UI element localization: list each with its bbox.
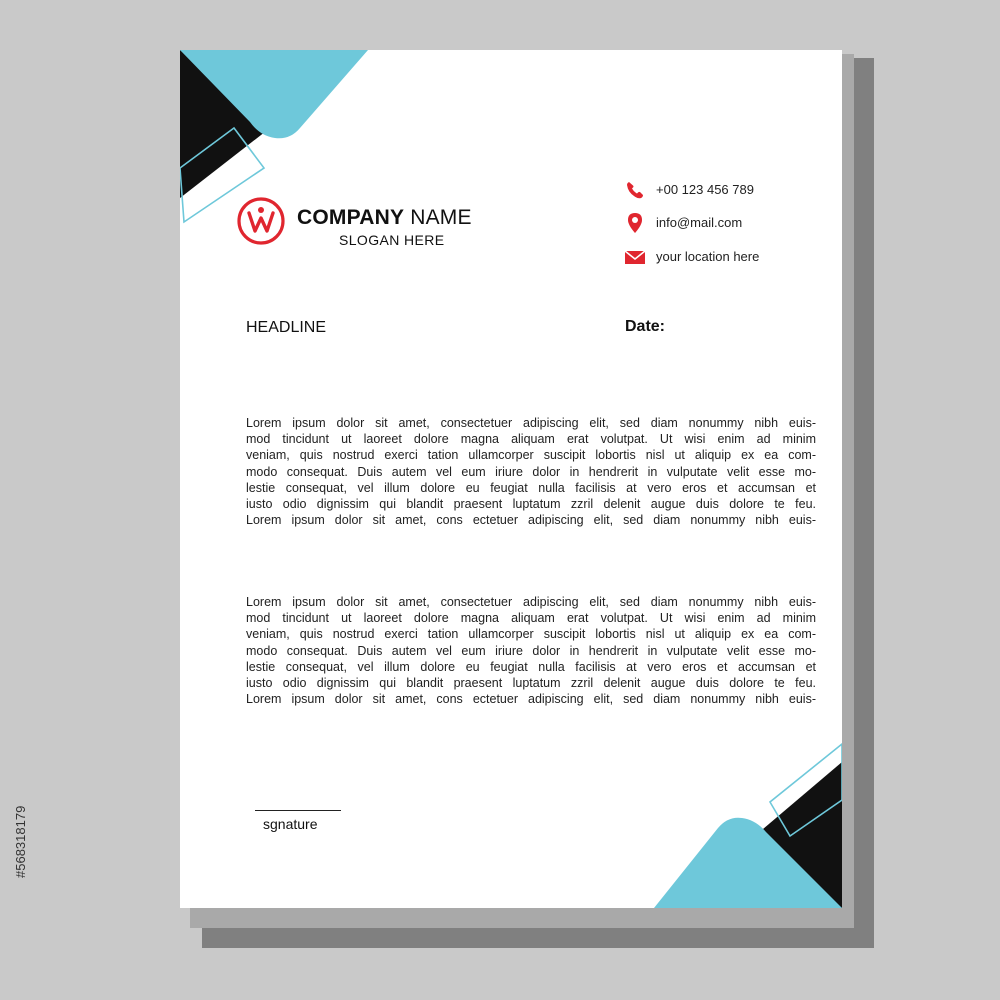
paragraph-line: lestie consequat, vel illum dolore eu feugiat nulla facilisis at vero eros et accumsan et bbox=[246, 659, 816, 674]
paragraph-line: veniam, quis nostrud exerci tation ullamcorper suscipit lobortis nisl ut aliquip ex ea com- bbox=[246, 448, 816, 463]
mail-icon bbox=[624, 246, 646, 268]
paragraph-line: Lorem ipsum dolor sit amet, cons ectetuer adipiscing elit, sed diam nonummy nibh euis- bbox=[246, 692, 816, 707]
paragraph-line: veniam, quis nostrud exerci tation ullamcorper suscipit lobortis nisl ut aliquip ex ea com- bbox=[246, 627, 816, 642]
stock-id-label bbox=[10, 768, 30, 878]
stock-id-text: #568318179 bbox=[13, 805, 28, 878]
paragraph-line: modo consequat. Duis autem vel eum iriure dolor in hendrerit in vulputate velit esse mo- bbox=[246, 464, 816, 479]
paragraph-line: Lorem ipsum dolor sit amet, consectetuer adipiscing elit, sed diam nonummy nibh euis- bbox=[246, 595, 816, 609]
signature-line bbox=[255, 810, 341, 811]
paragraph-line: Lorem ipsum dolor sit amet, cons ectetuer adipiscing elit, sed diam nonummy nibh euis- bbox=[246, 513, 816, 528]
signature-label: sgnature bbox=[263, 816, 318, 832]
contact-email bbox=[624, 212, 834, 234]
paragraph-line: mod tincidunt ut laoreet dolore magna aliquam erat volutpat. Ut wisi enim ad minim bbox=[246, 432, 816, 447]
contact-phone bbox=[624, 179, 834, 201]
paragraph-line: mod tincidunt ut laoreet dolore magna aliquam erat volutpat. Ut wisi enim ad minim bbox=[246, 611, 816, 626]
w-circle-logo-icon bbox=[236, 196, 286, 246]
company-name bbox=[297, 206, 472, 230]
location-pin-icon bbox=[624, 212, 646, 234]
company-name-regular: NAME bbox=[410, 206, 472, 229]
company-name-bold: COMPANY bbox=[297, 206, 405, 229]
paragraph-line: Lorem ipsum dolor sit amet, consectetuer adipiscing elit, sed diam nonummy nibh euis- bbox=[246, 416, 816, 430]
contact-phone-text: +00 123 456 789 bbox=[656, 182, 754, 197]
contact-location-text: your location here bbox=[656, 249, 760, 264]
headline: HEADLINE bbox=[246, 319, 327, 336]
body-paragraph-2 bbox=[246, 594, 816, 707]
slogan: SLOGAN HERE bbox=[339, 232, 445, 248]
paragraph-line: lestie consequat, vel illum dolore eu feugiat nulla facilisis at vero eros et accumsan et bbox=[246, 480, 816, 495]
phone-icon bbox=[624, 179, 646, 201]
contact-location bbox=[624, 246, 834, 268]
paragraph-line: iusto odio dignissim qui blandit praesent luptatum zzril delenit augue duis dolore te feu. bbox=[246, 497, 816, 512]
body-paragraph-1 bbox=[246, 415, 816, 528]
paragraph-line: modo consequat. Duis autem vel eum iriure dolor in hendrerit in vulputate velit esse mo- bbox=[246, 643, 816, 658]
contact-email-text: info@mail.com bbox=[656, 215, 743, 230]
date-label: Date: bbox=[625, 318, 666, 335]
letterhead-sheet bbox=[180, 50, 842, 908]
paragraph-line: iusto odio dignissim qui blandit praesent luptatum zzril delenit augue duis dolore te feu. bbox=[246, 676, 816, 691]
